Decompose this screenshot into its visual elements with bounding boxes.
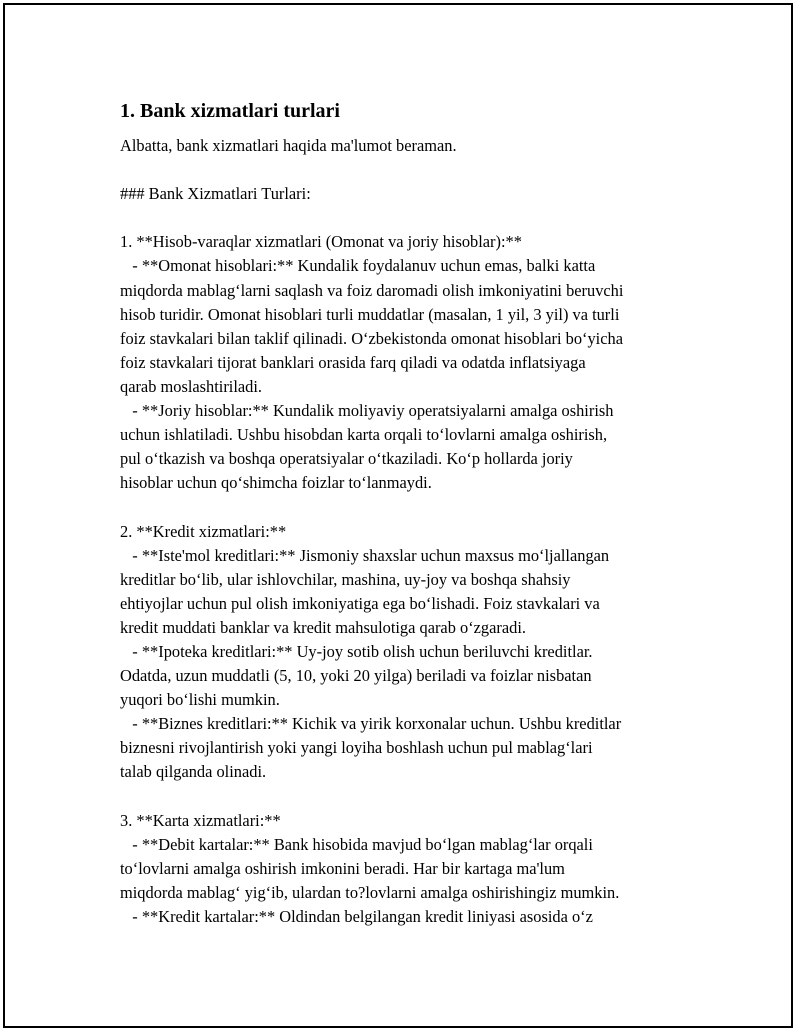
text-line: - **Kredit kartalar:** Oldindan belgilangan kredit liniyasi asosida o‘z xyxy=(120,907,593,926)
document-content xyxy=(120,98,700,929)
text-line: miqdorda mablag‘larni saqlash va foiz daromadi olish imkoniyatini beruvchi xyxy=(120,280,624,300)
text-line: hisob turidir. Omonat hisoblari turli muddatlar (masalan, 1 yil, 3 yil) va turli xyxy=(120,304,620,324)
text-line: ehtiyojlar uchun pul olish imkoniyatiga ega bo‘lishadi. Foiz stavkalari va xyxy=(120,593,600,613)
text-line: biznesni rivojlantirish yoki yangi loyiha boshlash uchun pul mablag‘lari xyxy=(120,738,593,758)
text-line: foiz stavkalari tijorat banklari orasida farq qiladi va odatda inflatsiyaga xyxy=(120,352,586,372)
text-line: - **Biznes kreditlari:** Kichik va yirik korxonalar uchun. Ushbu kreditlar xyxy=(120,714,622,734)
text-line: ### Bank Xizmatlari Turlari: xyxy=(120,184,311,204)
text-line: - **Debit kartalar:** Bank hisobida mavjud bo‘lgan mablag‘lar orqali xyxy=(120,834,593,854)
text-line: - **Iste'mol kreditlari:** Jismoniy shaxslar uchun maxsus mo‘ljallangan xyxy=(120,545,610,565)
document-title: 1. Bank xizmatlari turlari xyxy=(120,100,340,122)
text-line: miqdorda mablag‘ yig‘ib, ulardan to?lovlarni amalga oshirishingiz mumkin. xyxy=(120,882,620,902)
text-line: kreditlar bo‘lib, ular ishlovchilar, mashina, uy-joy va boshqa shahsiy xyxy=(120,569,571,589)
text-line: - **Ipoteka kreditlari:** Uy-joy sotib olish uchun beriluvchi kreditlar. xyxy=(120,641,593,661)
text-line: hisoblar uchun qo‘shimcha foizlar to‘lanmaydi. xyxy=(120,473,432,493)
blank-line xyxy=(120,785,700,809)
text-line: to‘lovlarni amalga oshirish imkonini beradi. Har bir kartaga ma'lum xyxy=(120,858,565,878)
text-line: talab qilganda olinadi. xyxy=(120,762,267,782)
text-line: 3. **Karta xizmatlari:** xyxy=(120,810,281,830)
text-line: uchun ishlatiladi. Ushbu hisobdan karta orqali to‘lovlarni amalga oshirish, xyxy=(120,425,608,445)
text-line: 2. **Kredit xizmatlari:** xyxy=(120,521,287,541)
text-line: kredit muddati banklar va kredit mahsulotiga qarab o‘zgaradi. xyxy=(120,617,526,637)
text-line: - **Omonat hisoblari:** Kundalik foydalanuv uchun emas, balki katta xyxy=(120,256,596,276)
blank-line xyxy=(120,158,700,182)
text-line: foiz stavkalari bilan taklif qilinadi. O‘zbekistonda omonat hisoblari bo‘yicha xyxy=(120,328,623,348)
text-line: pul o‘tkazish va boshqa operatsiyalar o‘tkaziladi. Ko‘p hollarda joriy xyxy=(120,449,573,469)
document-page xyxy=(3,3,793,1028)
text-line: qarab moslashtiriladi. xyxy=(120,376,263,396)
document-body xyxy=(120,134,700,929)
text-line: - **Joriy hisoblar:** Kundalik moliyaviy operatsiyalarni amalga oshirish xyxy=(120,401,614,421)
blank-line xyxy=(120,495,700,519)
blank-line xyxy=(120,206,700,230)
text-line: 1. **Hisob-varaqlar xizmatlari (Omonat va joriy hisoblar):** xyxy=(120,232,522,252)
text-line: Albatta, bank xizmatlari haqida ma'lumot beraman. xyxy=(120,136,457,155)
text-line: Odatda, uzun muddatli (5, 10, yoki 20 yilga) beriladi va foizlar nisbatan xyxy=(120,666,592,686)
text-line: yuqori bo‘lishi mumkin. xyxy=(120,690,280,710)
